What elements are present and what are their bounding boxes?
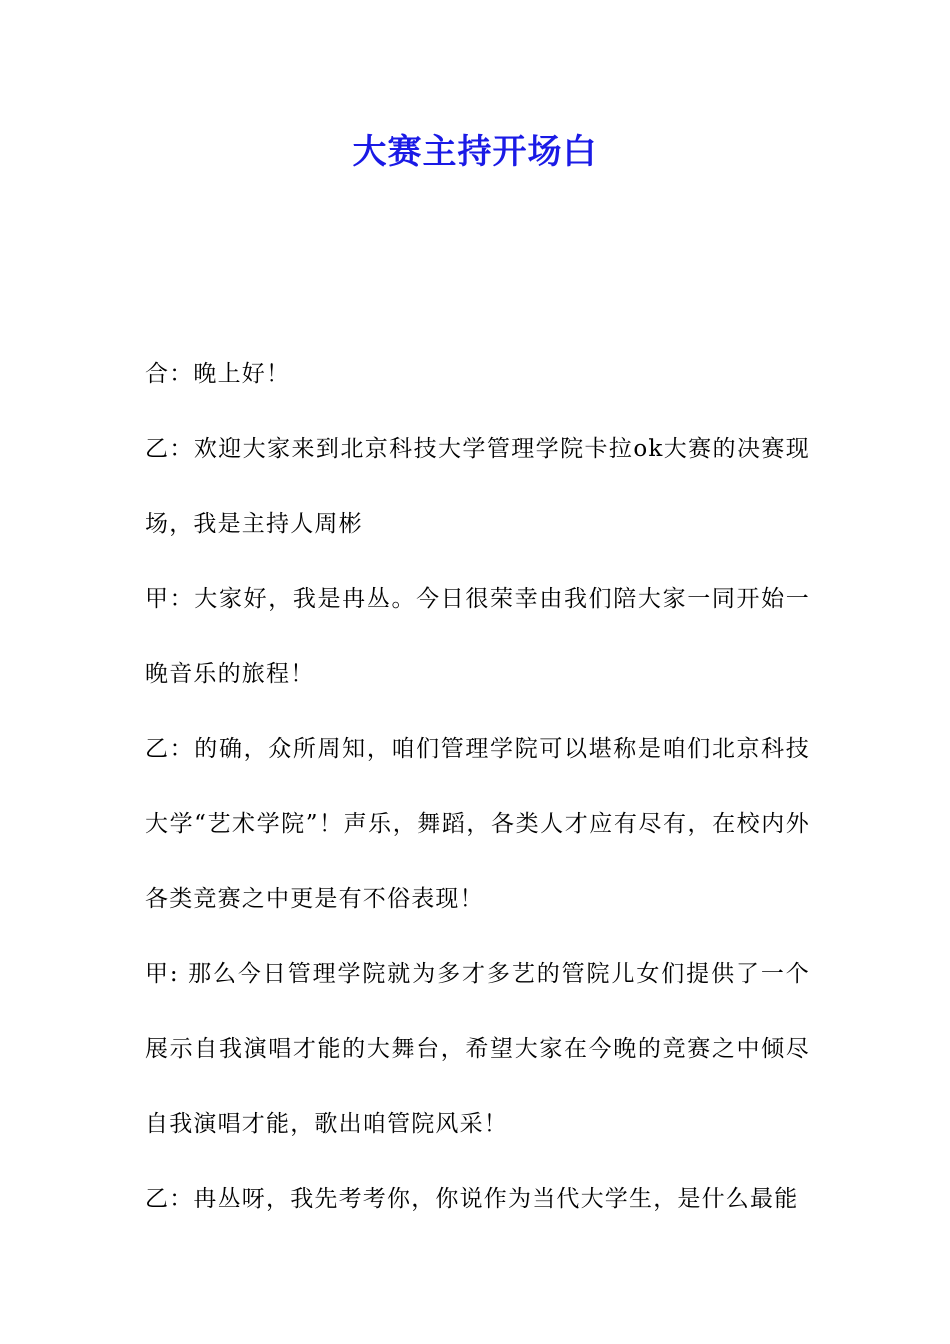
paragraph-introduction: 甲：大家好，我是冉丛。今日很荣幸由我们陪大家一同开始一晚音乐的旅程！ [145,586,810,687]
paragraph-stage: 甲: 那么今日管理学院就为多才多艺的管院儿女们提供了一个展示自我演唱才能的大舞台，希望大家在今晚的竞赛之中倾尽自我演唱才能，歌出咱管院风采！ [145,961,810,1137]
document-body [145,337,810,1237]
paragraph-welcome: 乙：欢迎大家来到北京科技大学管理学院卡拉ok大赛的决赛现场，我是主持人周彬 [145,436,810,537]
document-title: 大赛主持开场白 [352,132,598,172]
paragraph-greeting: 合：晚上好！ [145,361,291,387]
paragraph-college-talent: 乙：的确，众所周知，咱们管理学院可以堪称是咱们北京科技大学“艺术学院”！声乐，舞蹈，各类人才应有尽有，在校内外各类竞赛之中更是有不俗表现！ [145,736,810,912]
paragraph-question: 乙：冉丛呀，我先考考你，你说作为当代大学生，是什么最能 [145,1186,799,1212]
